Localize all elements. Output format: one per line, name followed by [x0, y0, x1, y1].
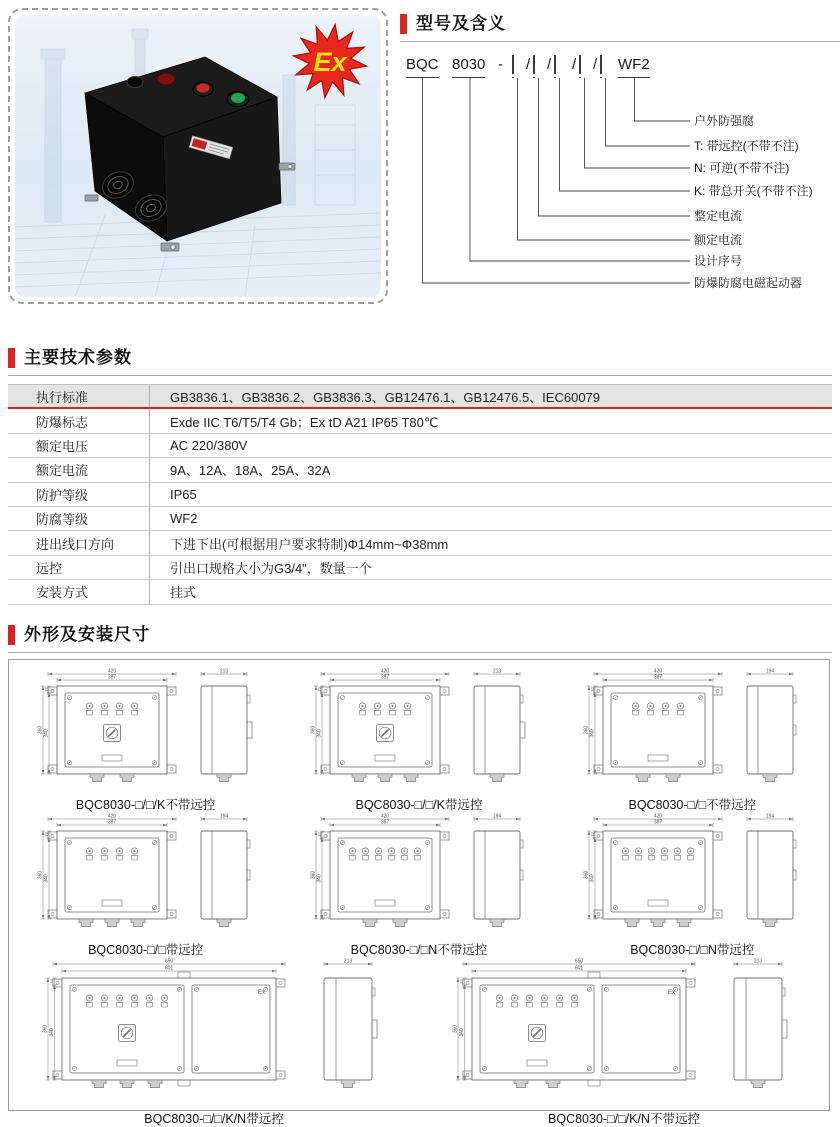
- svg-text:420: 420: [654, 668, 663, 675]
- model-label-setting-current: 整定电流: [694, 209, 743, 223]
- svg-text:420: 420: [654, 813, 663, 820]
- svg-text:33: 33: [48, 979, 54, 984]
- svg-text:33: 33: [316, 832, 322, 837]
- spec-label: 远控: [8, 556, 150, 579]
- model-slash: /: [526, 56, 531, 73]
- svg-text:387: 387: [380, 819, 390, 826]
- spec-label: 进出线口方向: [8, 531, 150, 554]
- spec-row: [8, 458, 832, 482]
- dimension-drawing: [34, 958, 394, 1127]
- svg-text:340: 340: [589, 729, 596, 738]
- model-diagram: [400, 46, 840, 296]
- drawing-label: BQC8030-□/□/K带远控: [355, 798, 483, 812]
- svg-text:387: 387: [654, 674, 663, 681]
- svg-text:340: 340: [48, 1028, 55, 1037]
- svg-text:340: 340: [316, 729, 323, 738]
- svg-text:650: 650: [164, 958, 174, 965]
- spec-table: [8, 384, 832, 605]
- model-suffix: WF2: [618, 56, 650, 78]
- svg-text:33: 33: [589, 832, 595, 837]
- drawing-svg: [444, 958, 804, 1104]
- svg-text:33: 33: [589, 687, 595, 692]
- svg-text:213: 213: [753, 958, 763, 965]
- drawing-svg: [21, 813, 271, 935]
- spec-row: [8, 483, 832, 507]
- model-box-3: [554, 56, 556, 78]
- spec-label: 额定电压: [8, 434, 150, 457]
- spec-value: Exde IIC T6/T5/T4 Gb；Ex tD A21 IP65 T80℃: [170, 414, 439, 430]
- svg-text:360: 360: [37, 870, 44, 880]
- spec-label: 防爆标志: [8, 409, 150, 432]
- dimension-drawings-panel: [8, 659, 830, 1126]
- section-marker: [8, 348, 15, 368]
- section-marker: [400, 14, 407, 34]
- svg-text:340: 340: [458, 1028, 465, 1037]
- spec-value: 9A、12A、18A、25A、32A: [170, 463, 331, 479]
- dimension-drawing: [294, 668, 544, 813]
- dims-section-header: [8, 625, 832, 653]
- spec-value: AC 220/380V: [170, 437, 248, 453]
- svg-text:33: 33: [316, 687, 322, 692]
- svg-text:420: 420: [380, 668, 390, 675]
- model-label-remote: T: 带远控(不带不注): [694, 139, 799, 153]
- model-box-5: [600, 56, 602, 78]
- svg-text:387: 387: [380, 674, 390, 681]
- model-slash: /: [593, 56, 598, 73]
- svg-text:420: 420: [380, 813, 390, 820]
- spec-row: [8, 531, 832, 555]
- svg-text:213: 213: [219, 668, 228, 675]
- svg-text:340: 340: [43, 729, 50, 738]
- drawing-row: [9, 813, 829, 958]
- specs-section-header: [8, 348, 832, 376]
- model-label-product-name: 防爆防腐电磁起动器: [694, 276, 803, 290]
- dimension-drawing: [21, 813, 271, 958]
- svg-text:601: 601: [574, 965, 584, 972]
- svg-text:Ex: Ex: [257, 990, 265, 996]
- ex-badge-text: Ex: [313, 47, 347, 77]
- spec-value: GB3836.1、GB3836.2、GB3836.3、GB12476.1、GB12476.5、IEC60079: [170, 389, 601, 405]
- drawing-label: BQC8030-□/□不带远控: [628, 798, 757, 812]
- product-photo: [15, 15, 381, 297]
- svg-text:33: 33: [458, 979, 464, 984]
- model-label-design-serial: 设计序号: [694, 254, 743, 268]
- spec-value: IP65: [170, 486, 197, 502]
- dimension-drawing: [567, 813, 817, 958]
- model-dash: -: [498, 56, 503, 73]
- svg-text:194: 194: [492, 813, 502, 820]
- spec-row: [8, 507, 832, 531]
- svg-text:194: 194: [766, 668, 775, 675]
- svg-text:420: 420: [107, 813, 116, 820]
- drawing-row: [9, 958, 829, 1127]
- svg-text:420: 420: [107, 668, 116, 675]
- spec-label: 额定电流: [8, 458, 150, 481]
- svg-text:194: 194: [219, 813, 228, 820]
- spec-row: [8, 556, 832, 580]
- svg-text:194: 194: [766, 813, 775, 820]
- svg-text:387: 387: [107, 674, 116, 681]
- spec-row: [8, 385, 832, 409]
- svg-text:360: 360: [310, 870, 317, 880]
- spec-label: 安装方式: [8, 580, 150, 603]
- spec-row: [8, 409, 832, 433]
- spec-label: 防护等级: [8, 483, 150, 506]
- model-slash: /: [547, 56, 552, 73]
- model-section: [400, 14, 840, 306]
- section-title-specs: 主要技术参数: [24, 348, 132, 367]
- model-label-rated-current: 额定电流: [694, 233, 743, 247]
- svg-text:340: 340: [43, 874, 50, 883]
- model-label-outdoor: 户外防强腐: [694, 114, 755, 128]
- spec-value: 下进下出(可根据用户要求特制)Φ14mm~Φ38mm: [170, 536, 449, 552]
- section-title-dims: 外形及安装尺寸: [24, 625, 150, 644]
- section-title-model: 型号及含义: [416, 14, 506, 33]
- spec-row: [8, 580, 832, 604]
- dimension-drawing: [294, 813, 544, 958]
- model-prefix: BQC: [406, 56, 439, 78]
- spec-label: 防腐等级: [8, 507, 150, 530]
- drawing-label: BQC8030-□/□/K/N不带远控: [548, 1112, 700, 1126]
- drawing-row: [9, 668, 829, 813]
- spec-value: 引出口规格大小为G3/4"，数量一个: [170, 560, 372, 576]
- drawing-label: BQC8030-□/□/K不带远控: [75, 798, 216, 812]
- drawing-label: BQC8030-□/□N不带远控: [350, 943, 488, 957]
- model-label-mainswitch: K: 带总开关(不带不注): [694, 184, 813, 198]
- svg-text:340: 340: [589, 874, 596, 883]
- drawing-label: BQC8030-□/□/K/N带远控: [144, 1112, 284, 1126]
- device-box: [85, 57, 281, 241]
- svg-text:213: 213: [492, 668, 502, 675]
- model-section-header: [400, 14, 840, 42]
- svg-text:33: 33: [43, 832, 49, 837]
- spec-label: 执行标准: [8, 385, 150, 407]
- drawing-svg: [567, 813, 817, 935]
- drawing-svg: [34, 958, 394, 1104]
- model-slash: /: [572, 56, 577, 73]
- spec-row: [8, 434, 832, 458]
- drawing-svg: [567, 668, 817, 790]
- drawing-svg: [294, 668, 544, 790]
- model-series: 8030: [452, 56, 485, 78]
- product-photo-art: [15, 15, 381, 297]
- drawing-label: BQC8030-□/□带远控: [88, 943, 204, 957]
- svg-text:387: 387: [654, 819, 663, 826]
- svg-text:360: 360: [42, 1024, 49, 1034]
- svg-text:340: 340: [316, 874, 323, 883]
- ex-badge: [288, 19, 372, 103]
- section-marker: [8, 625, 15, 645]
- dimension-drawing: [21, 668, 271, 813]
- svg-text:360: 360: [583, 725, 590, 735]
- svg-text:360: 360: [583, 870, 590, 880]
- svg-text:360: 360: [452, 1024, 459, 1034]
- svg-text:33: 33: [43, 687, 49, 692]
- svg-text:360: 360: [310, 725, 317, 735]
- drawing-label: BQC8030-□/□N带远控: [630, 943, 755, 957]
- model-label-reversible: N: 可逆(不带不注): [694, 161, 790, 175]
- spec-value: 挂式: [170, 585, 197, 601]
- drawing-svg: [294, 813, 544, 935]
- drawing-svg: [21, 668, 271, 790]
- svg-text:601: 601: [164, 965, 174, 972]
- svg-text:650: 650: [574, 958, 584, 965]
- svg-text:Ex: Ex: [667, 990, 675, 996]
- dimension-drawing: [567, 668, 817, 813]
- dimension-drawing: [444, 958, 804, 1127]
- svg-text:360: 360: [37, 725, 44, 735]
- model-box-2: [533, 56, 535, 78]
- model-box-4: [579, 56, 581, 78]
- model-box-1: [512, 56, 514, 78]
- svg-text:213: 213: [343, 958, 353, 965]
- product-photo-frame: [8, 8, 388, 304]
- spec-value: WF2: [170, 511, 198, 527]
- svg-text:387: 387: [107, 819, 116, 826]
